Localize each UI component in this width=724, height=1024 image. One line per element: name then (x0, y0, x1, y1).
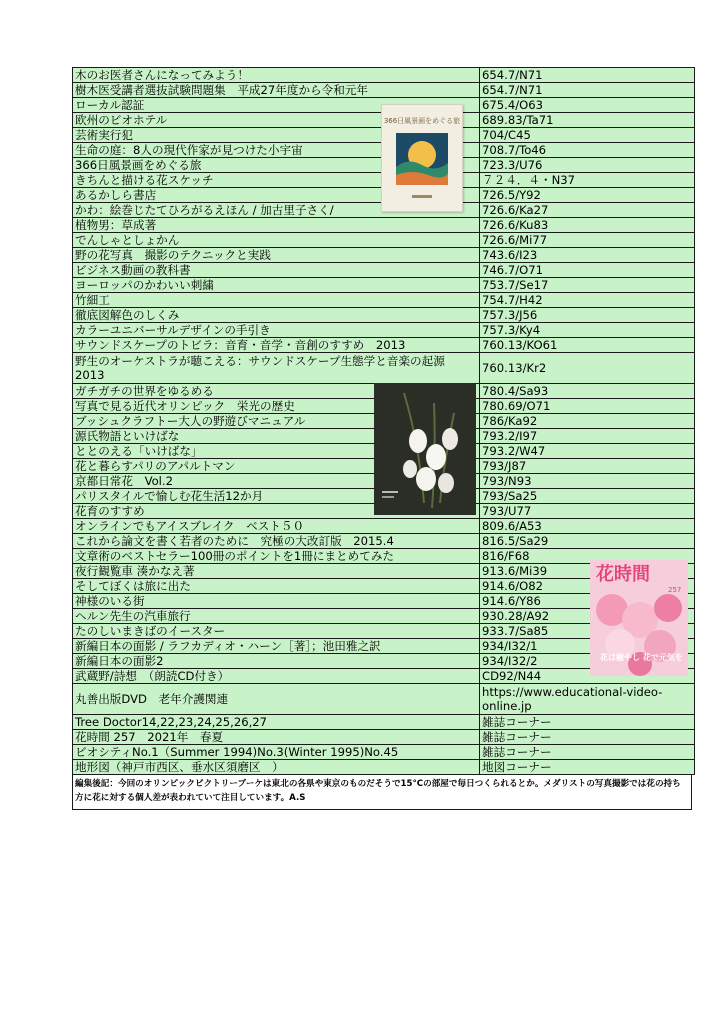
book-cover-366-landscape (381, 104, 463, 212)
cover3-issue: 257 (668, 586, 682, 594)
book-title: たのしいまきばのイースター (73, 624, 480, 639)
call-number: 930.28/A92 (480, 609, 695, 624)
book-title: ブッシュクラフトー大人の野遊びマニュアル (73, 414, 480, 429)
call-number: 793/Sa25 (480, 489, 695, 504)
call-number: 793/J87 (480, 459, 695, 474)
call-number: 雑誌コーナー (480, 730, 695, 745)
call-number: 780.69/O71 (480, 399, 695, 414)
white-flowers-photo (374, 383, 476, 515)
book-title: 丸善出版DVD 老年介護関連 (73, 684, 480, 715)
call-number: 723.3/U76 (480, 158, 695, 173)
book-title: 植物男：草成著 (73, 218, 480, 233)
book-title: 花育のすすめ (73, 504, 480, 519)
book-row (73, 248, 695, 263)
book-row (73, 519, 695, 534)
book-row (73, 323, 695, 338)
book-title: 花時間 257 2021年 春夏 (73, 730, 480, 745)
call-number: 913.6/Mi39 (480, 564, 695, 579)
call-number: 786/Ka92 (480, 414, 695, 429)
book-row (73, 684, 695, 715)
book-title: 源氏物語といけばな (73, 429, 480, 444)
call-number: 760.13/Kr2 (480, 353, 695, 384)
book-title: 野生のオーケストラが聴こえる：サウンドスケープ生態学と音楽の起源 2013 (73, 353, 480, 384)
book-row (73, 308, 695, 323)
call-number: 780.4/Sa93 (480, 384, 695, 399)
book-title: 生命の庭：8人の現代作家が見つけた小宇宙 (73, 143, 480, 158)
book-title: 366日風景画をめぐる旅 (73, 158, 480, 173)
call-number: 816/F68 (480, 549, 695, 564)
call-number: 726.6/Ka27 (480, 203, 695, 218)
call-number: 793/N93 (480, 474, 695, 489)
call-number: 793.2/W47 (480, 444, 695, 459)
cover1-title: 366日風景画をめぐる旅 (383, 117, 461, 125)
book-title: 花と暮らすパリのアパルトマン (73, 459, 480, 474)
call-number: 704/C45 (480, 128, 695, 143)
call-number: https://www.educational-video-online.jp (480, 684, 695, 715)
book-title: ガチガチの世界をゆるめる (73, 384, 480, 399)
call-number: 757.3/Ky4 (480, 323, 695, 338)
book-title: Tree Doctor14,22,23,24,25,26,27 (73, 715, 480, 730)
book-row (73, 534, 695, 549)
book-title: 木のお医者さんになってみよう！ (73, 68, 480, 83)
call-number: 760.13/KO61 (480, 338, 695, 353)
book-title: 夜行観覧車 湊かなえ著 (73, 564, 480, 579)
book-title: 新編日本の面影2 (73, 654, 480, 669)
book-title: 文章術のベストセラー100冊のポイントを1冊にまとめてみた (73, 549, 480, 564)
call-number: 757.3/J56 (480, 308, 695, 323)
call-number: 746.7/O71 (480, 263, 695, 278)
book-title: 徹底図解色のしくみ (73, 308, 480, 323)
book-title: 竹細工 (73, 293, 480, 308)
call-number: 地図コーナー (480, 760, 695, 775)
book-title: 神様のいる街 (73, 594, 480, 609)
book-title: ととのえる「いけばな」 (73, 444, 480, 459)
book-title: きちんと描ける花スケッチ (73, 173, 480, 188)
call-number: 809.6/A53 (480, 519, 695, 534)
book-title: 芸術実行犯 (73, 128, 480, 143)
call-number: 933.7/Sa85 (480, 624, 695, 639)
book-row (73, 233, 695, 248)
call-number: ７２４．４・N37 (480, 173, 695, 188)
book-title: カラーユニバーサルデザインの手引き (73, 323, 480, 338)
book-title: 地形図（神戸市西区、垂水区須磨区 ） (73, 760, 480, 775)
book-title: ビオシティNo.1（Summer 1994)No.3(Winter 1995)No.45 (73, 745, 480, 760)
book-title: ヘルン先生の汽車旅行 (73, 609, 480, 624)
book-row (73, 338, 695, 353)
book-row (73, 730, 695, 745)
book-title: パリスタイルで愉しむ花生活12か月 (73, 489, 480, 504)
call-number: 675.4/O63 (480, 98, 695, 113)
call-number: 689.83/Ta71 (480, 113, 695, 128)
book-row (73, 218, 695, 233)
editor-note: 編集後記：今回のオリンピックビクトリーブーケは東北の各県や東京のものだそうで15°Cの部屋で毎日つくられるとか。メダリストの写真撮影では花の持ち方に花に対する個人差が表われていて注目しています。A.S (72, 775, 692, 810)
pink-flowers-magazine (590, 560, 688, 676)
call-number: 934/I32/1 (480, 639, 695, 654)
book-title: これから論文を書く若者のために 究極の大改訂版 2015.4 (73, 534, 480, 549)
book-title: 樹木医受講者選抜試験問題集 平成27年度から令和元年 (73, 83, 480, 98)
cover3-tagline: 花は癒やし 花で元気を (600, 653, 683, 662)
call-number: 726.6/Mi77 (480, 233, 695, 248)
book-title: あるかしら書店 (73, 188, 480, 203)
book-row (73, 745, 695, 760)
book-title: 野の花写真 撮影のテクニックと実践 (73, 248, 480, 263)
book-title: かわ：絵巻じたてひろがるえほん / 加古里子さく/ (73, 203, 480, 218)
book-title: でんしゃとしょかん (73, 233, 480, 248)
call-number: 914.6/Y86 (480, 594, 695, 609)
book-title: 欧州のビオホテル (73, 113, 480, 128)
call-number: 816.5/Sa29 (480, 534, 695, 549)
call-number: 914.6/O82 (480, 579, 695, 594)
cover3-title: 花時間 (596, 564, 650, 585)
book-title: 新編日本の面影 / ラフカディオ・ハーン［著］；池田雅之訳 (73, 639, 480, 654)
book-row (73, 760, 695, 775)
call-number: 726.6/Ku83 (480, 218, 695, 233)
call-number: 654.7/N71 (480, 83, 695, 98)
call-number: 雑誌コーナー (480, 745, 695, 760)
call-number: 754.7/H42 (480, 293, 695, 308)
book-row (73, 263, 695, 278)
book-row (73, 293, 695, 308)
book-title: ローカル認証 (73, 98, 480, 113)
book-row (73, 278, 695, 293)
landscape-painting-cover (382, 105, 462, 211)
book-title: 京都日常花 Vol.2 (73, 474, 480, 489)
book-cover-flowers (374, 383, 476, 515)
call-number: 708.7/To46 (480, 143, 695, 158)
book-title: ビジネス動画の教科書 (73, 263, 480, 278)
book-row (73, 68, 695, 83)
book-title: 武蔵野/詩想 （朗読CD付き） (73, 669, 480, 684)
call-number: CD92/N44 (480, 669, 695, 684)
call-number: 雑誌コーナー (480, 715, 695, 730)
magazine-cover-hanajikan (590, 560, 688, 676)
book-title: そしてぼくは旅に出た (73, 579, 480, 594)
call-number: 743.6/I23 (480, 248, 695, 263)
book-row (73, 353, 695, 384)
call-number: 793/U77 (480, 504, 695, 519)
call-number: 726.5/Y92 (480, 188, 695, 203)
call-number: 793.2/I97 (480, 429, 695, 444)
book-title: ヨーロッパのかわいい刺繍 (73, 278, 480, 293)
call-number: 753.7/Se17 (480, 278, 695, 293)
call-number: 654.7/N71 (480, 68, 695, 83)
book-title: オンラインでもアイスブレイク ベスト５０ (73, 519, 480, 534)
book-title: サウンドスケープのトビラ：音育・音学・音創のすすめ 2013 (73, 338, 480, 353)
book-row (73, 715, 695, 730)
book-title: 写真で見る近代オリンピック 栄光の歴史 (73, 399, 480, 414)
book-row (73, 83, 695, 98)
call-number: 934/I32/2 (480, 654, 695, 669)
